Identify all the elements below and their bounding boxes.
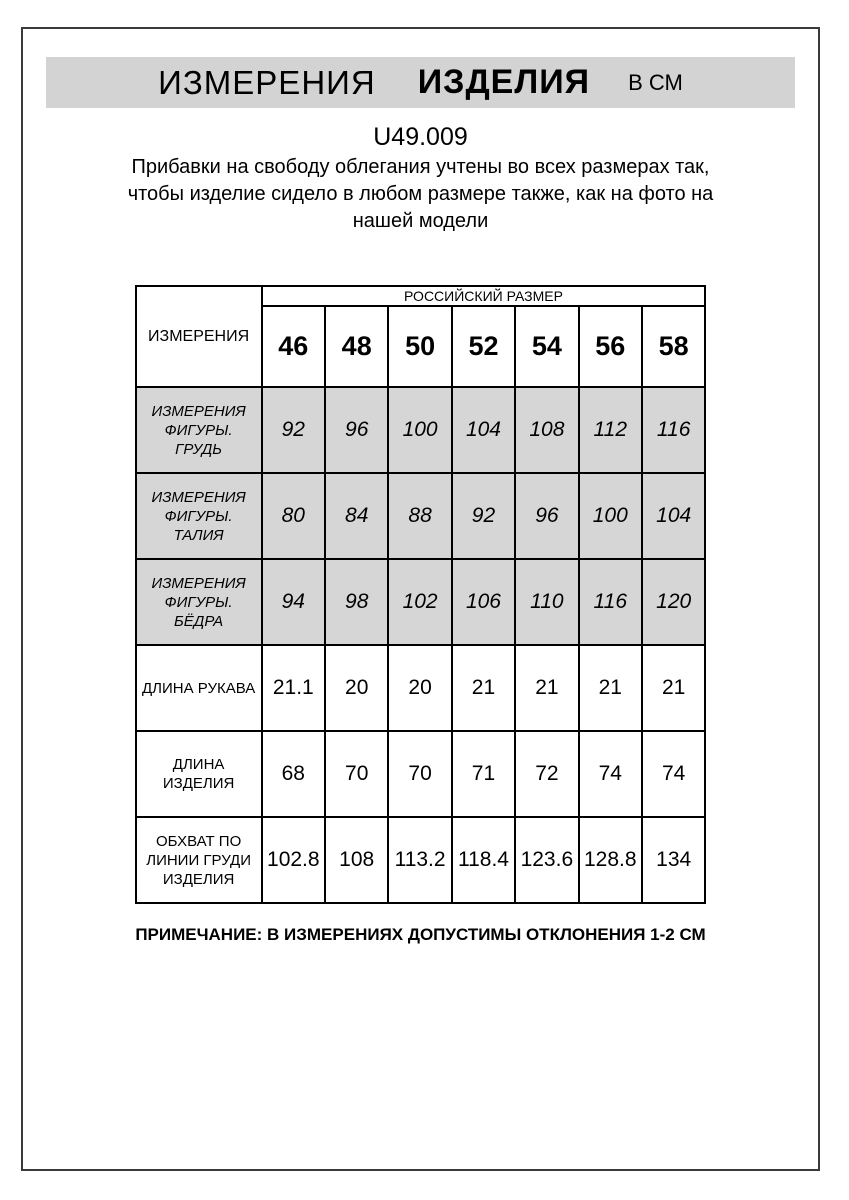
value-cell: 92 [262,387,325,473]
value-cell: 21 [642,645,705,731]
footer-note: ПРИМЕЧАНИЕ: В ИЗМЕРЕНИЯХ ДОПУСТИМЫ ОТКЛОНЕНИЯ 1-2 СМ [135,925,706,944]
value-cell: 110 [515,559,578,645]
value-cell: 21 [452,645,515,731]
row-label-cell: ОБХВАТ ПО ЛИНИИ ГРУДИ ИЗДЕЛИЯ [136,817,262,903]
size-header-cell: 56 [579,306,642,387]
value-cell: 92 [452,473,515,559]
size-header-cell: 52 [452,306,515,387]
article-code: U49.009 [373,123,468,151]
title-unit-label: В СМ [628,69,683,95]
value-cell: 113.2 [388,817,451,903]
row-label-cell: ДЛИНА ИЗДЕЛИЯ [136,731,262,817]
value-cell: 104 [452,387,515,473]
value-cell: 98 [325,559,388,645]
value-cell: 100 [388,387,451,473]
value-cell: 116 [642,387,705,473]
value-cell: 128.8 [579,817,642,903]
description-paragraph [101,154,741,235]
size-header-cell: 48 [325,306,388,387]
row-label-cell: ДЛИНА РУКАВА [136,645,262,731]
description-line: Прибавки на свободу облегания учтены во всех размерах так, [131,156,710,178]
value-cell: 68 [262,731,325,817]
size-header-cell: 50 [388,306,451,387]
value-cell: 20 [325,645,388,731]
value-cell: 104 [642,473,705,559]
size-table [135,285,707,904]
value-cell: 102 [388,559,451,645]
size-header-cell: 58 [642,306,705,387]
value-cell: 70 [388,731,451,817]
value-cell: 96 [515,473,578,559]
table-row-chest-girth [136,817,706,903]
table-row-figure-chest [136,387,706,473]
value-cell: 20 [388,645,451,731]
table-row-figure-waist [136,473,706,559]
value-cell: 21.1 [262,645,325,731]
row-label-cell: ИЗМЕРЕНИЯ ФИГУРЫ. ТАЛИЯ [136,473,262,559]
value-cell: 94 [262,559,325,645]
value-cell: 106 [452,559,515,645]
group-header-cell: РОССИЙСКИЙ РАЗМЕР [262,286,706,306]
description-line: чтобы изделие сидело в любом размере также, как на фото на [127,183,714,205]
value-cell: 112 [579,387,642,473]
value-cell: 72 [515,731,578,817]
row-label-cell: ИЗМЕРЕНИЯ ФИГУРЫ. ГРУДЬ [136,387,262,473]
table-row-sleeve-length [136,645,706,731]
value-cell: 84 [325,473,388,559]
title-word-izmereniya: ИЗМЕРЕНИЯ [158,63,376,101]
value-cell: 74 [579,731,642,817]
value-cell: 71 [452,731,515,817]
value-cell: 102.8 [262,817,325,903]
table-row-item-length [136,731,706,817]
title-word-izdeliya: ИЗДЕЛИЯ [417,63,591,101]
value-cell: 80 [262,473,325,559]
value-cell: 120 [642,559,705,645]
value-cell: 88 [388,473,451,559]
table-row-figure-hips [136,559,706,645]
size-header-cell: 54 [515,306,578,387]
value-cell: 21 [515,645,578,731]
description-line: нашей модели [352,210,489,232]
value-cell: 116 [579,559,642,645]
value-cell: 108 [325,817,388,903]
value-cell: 70 [325,731,388,817]
title-bar [46,57,795,108]
value-cell: 123.6 [515,817,578,903]
value-cell: 74 [642,731,705,817]
corner-header-cell: ИЗМЕРЕНИЯ [136,286,262,387]
size-header-cell: 46 [262,306,325,387]
value-cell: 100 [579,473,642,559]
value-cell: 96 [325,387,388,473]
table-group-header-row [136,286,706,306]
value-cell: 118.4 [452,817,515,903]
row-label-cell: ИЗМЕРЕНИЯ ФИГУРЫ. БЁДРА [136,559,262,645]
document-page-frame [21,27,820,1171]
value-cell: 21 [579,645,642,731]
value-cell: 134 [642,817,705,903]
value-cell: 108 [515,387,578,473]
